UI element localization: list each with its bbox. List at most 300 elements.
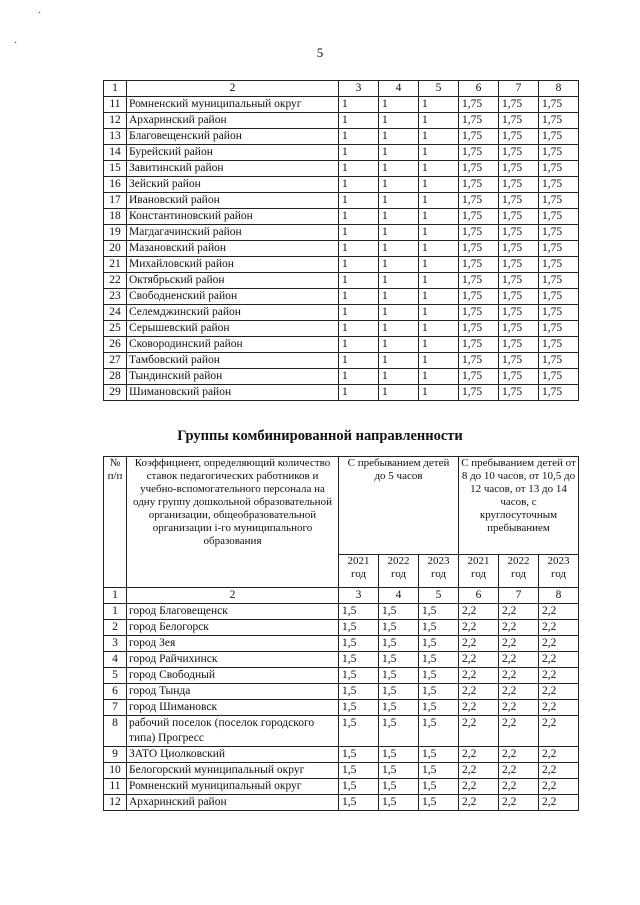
coefficient-value: 1 (339, 385, 379, 401)
coefficient-value: 1,75 (459, 273, 499, 289)
coefficient-value: 1 (339, 337, 379, 353)
coefficient-value: 1,75 (539, 209, 579, 225)
coefficient-value: 2,2 (459, 779, 499, 795)
coefficient-value: 1 (339, 193, 379, 209)
coefficient-value: 1 (419, 177, 459, 193)
coefficient-value: 1 (339, 129, 379, 145)
coefficient-value: 1 (339, 321, 379, 337)
header-number: № п/п (104, 457, 127, 588)
coefficient-value: 1,75 (499, 385, 539, 401)
municipality-name: ЗАТО Циолковский (127, 747, 339, 763)
table-row (104, 684, 579, 700)
municipality-name: Завитинский район (127, 161, 339, 177)
row-number: 23 (104, 289, 127, 305)
coefficient-value: 1 (419, 353, 459, 369)
municipality-name: Тындинский район (127, 369, 339, 385)
column-number: 2 (127, 588, 339, 604)
municipality-name: город Благовещенск (127, 604, 339, 620)
coefficient-value: 1,5 (339, 684, 379, 700)
coefficient-value: 1,75 (499, 257, 539, 273)
row-number: 18 (104, 209, 127, 225)
row-number: 11 (104, 97, 127, 113)
section-title: Группы комбинированной направленности (177, 428, 463, 444)
coefficient-value: 1,5 (379, 620, 419, 636)
column-number: 7 (499, 588, 539, 604)
coefficient-value: 1,5 (339, 668, 379, 684)
coefficient-value: 2,2 (499, 652, 539, 668)
row-number: 8 (104, 716, 127, 747)
coefficient-value: 1,75 (499, 193, 539, 209)
coefficient-value: 1 (339, 273, 379, 289)
table-row (104, 385, 579, 401)
table-row (104, 763, 579, 779)
coefficient-value: 1 (419, 113, 459, 129)
header-coefficient: Коэффициент, определяющий количество ставок педагогических работников и учебно-вспомогательного персонала на одну группу дошкольной образовательной организации, общеобразовательной организации i-го муниципального образования (127, 457, 339, 588)
column-number: 5 (419, 588, 459, 604)
row-number: 10 (104, 763, 127, 779)
column-number: 6 (459, 588, 499, 604)
coefficient-value: 2,2 (539, 604, 579, 620)
coefficient-value: 1,5 (419, 716, 459, 747)
coefficient-value: 1 (419, 97, 459, 113)
coefficient-value: 2,2 (459, 620, 499, 636)
row-number: 1 (104, 604, 127, 620)
row-number: 22 (104, 273, 127, 289)
column-number: 3 (339, 81, 379, 97)
coefficient-value: 1,75 (459, 321, 499, 337)
coefficient-value: 1 (419, 145, 459, 161)
coefficient-value: 2,2 (499, 620, 539, 636)
coefficient-value: 2,2 (499, 668, 539, 684)
table-row (104, 305, 579, 321)
table-row (104, 97, 579, 113)
coefficient-value: 1 (379, 209, 419, 225)
coefficient-value: 1 (419, 321, 459, 337)
coefficient-value: 1,75 (539, 193, 579, 209)
coefficient-value: 1 (379, 225, 419, 241)
header-group-short: С пребыванием детей до 5 часов (339, 457, 459, 555)
column-number: 1 (104, 588, 127, 604)
coefficient-value: 1,75 (459, 289, 499, 305)
coefficient-value: 1,5 (379, 684, 419, 700)
municipality-name: Ромненский муниципальный округ (127, 97, 339, 113)
coefficient-value: 1,75 (499, 225, 539, 241)
row-number: 14 (104, 145, 127, 161)
coefficient-value: 1 (379, 305, 419, 321)
coefficient-value: 1,75 (459, 177, 499, 193)
table-row (104, 145, 579, 161)
coefficient-value: 1 (419, 161, 459, 177)
coefficient-value: 1 (419, 193, 459, 209)
coefficient-value: 1,75 (539, 369, 579, 385)
column-number: 4 (379, 588, 419, 604)
column-number: 7 (499, 81, 539, 97)
row-number: 28 (104, 369, 127, 385)
coefficient-value: 2,2 (539, 620, 579, 636)
coefficient-value: 1 (339, 225, 379, 241)
coefficient-value: 1,75 (499, 369, 539, 385)
coefficient-value: 2,2 (499, 716, 539, 747)
column-number: 4 (379, 81, 419, 97)
column-number: 8 (539, 588, 579, 604)
table-row (104, 225, 579, 241)
coefficient-value: 1,75 (499, 97, 539, 113)
coefficient-value: 1 (379, 353, 419, 369)
coefficient-value: 1,5 (379, 652, 419, 668)
table-colnum-row (104, 81, 579, 97)
row-number: 7 (104, 700, 127, 716)
coefficient-value: 1 (379, 273, 419, 289)
coefficient-value: 2,2 (459, 700, 499, 716)
table-row (104, 779, 579, 795)
coefficient-value: 1,75 (459, 161, 499, 177)
municipality-name: Ромненский муниципальный округ (127, 779, 339, 795)
coefficient-value: 1 (339, 97, 379, 113)
coefficient-value: 1 (419, 385, 459, 401)
table-row (104, 620, 579, 636)
coefficient-value: 1,5 (339, 795, 379, 811)
municipality-name: Благовещенский район (127, 129, 339, 145)
coefficient-value: 1,5 (419, 652, 459, 668)
table-row (104, 700, 579, 716)
coefficient-value: 1,75 (459, 193, 499, 209)
coefficient-value: 1,75 (499, 321, 539, 337)
coefficient-value: 1,5 (419, 668, 459, 684)
coefficient-value: 1 (379, 177, 419, 193)
year-header: 2022 год (379, 554, 419, 587)
row-number: 12 (104, 795, 127, 811)
row-number: 15 (104, 161, 127, 177)
municipality-name: город Райчихинск (127, 652, 339, 668)
municipality-name: Селемджинский район (127, 305, 339, 321)
coefficient-value: 1 (339, 161, 379, 177)
table-row (104, 273, 579, 289)
coefficient-value: 2,2 (499, 763, 539, 779)
municipality-name: Бурейский район (127, 145, 339, 161)
municipality-name: Шимановский район (127, 385, 339, 401)
column-number: 2 (127, 81, 339, 97)
coefficient-value: 1,75 (499, 113, 539, 129)
municipality-name: город Тында (127, 684, 339, 700)
coefficient-value: 1,5 (339, 636, 379, 652)
coefficient-value: 1,5 (379, 779, 419, 795)
table-row (104, 652, 579, 668)
row-number: 19 (104, 225, 127, 241)
coefficient-value: 1,75 (459, 225, 499, 241)
coefficient-value: 1 (339, 353, 379, 369)
table-row (104, 161, 579, 177)
coefficient-value: 2,2 (539, 716, 579, 747)
coefficient-value: 1,75 (459, 145, 499, 161)
coefficient-value: 2,2 (539, 763, 579, 779)
coefficient-value: 1,75 (499, 177, 539, 193)
coefficient-value: 1,75 (499, 161, 539, 177)
table-row (104, 289, 579, 305)
coefficient-value: 2,2 (459, 795, 499, 811)
coefficient-value: 2,2 (459, 604, 499, 620)
coefficient-value: 1,5 (379, 716, 419, 747)
coefficient-value: 1,75 (459, 209, 499, 225)
municipality-name: Свободненский район (127, 289, 339, 305)
table-row (104, 716, 579, 747)
coefficient-value: 1,5 (379, 747, 419, 763)
coefficient-value: 1,5 (339, 700, 379, 716)
table-row (104, 321, 579, 337)
coefficient-value: 1 (379, 97, 419, 113)
coefficient-value: 1,75 (459, 257, 499, 273)
municipality-name: Архаринский район (127, 795, 339, 811)
coefficient-value: 1,75 (499, 241, 539, 257)
row-number: 2 (104, 620, 127, 636)
municipality-name: Серышевский район (127, 321, 339, 337)
municipality-name: город Шимановск (127, 700, 339, 716)
coefficient-value: 2,2 (539, 779, 579, 795)
scan-speck: · (38, 8, 42, 19)
coefficient-value: 2,2 (459, 684, 499, 700)
coefficient-value: 2,2 (499, 636, 539, 652)
coefficients-table-continued (103, 80, 579, 401)
coefficient-value: 1 (379, 145, 419, 161)
municipality-name: Мазановский район (127, 241, 339, 257)
table-row (104, 353, 579, 369)
coefficient-value: 2,2 (539, 636, 579, 652)
coefficient-value: 1,75 (539, 353, 579, 369)
column-number: 1 (104, 81, 127, 97)
coefficient-value: 1 (379, 129, 419, 145)
coefficient-value: 1,5 (339, 604, 379, 620)
municipality-name: Сковородинский район (127, 337, 339, 353)
coefficient-value: 1,75 (459, 241, 499, 257)
row-number: 21 (104, 257, 127, 273)
coefficient-value: 1,75 (539, 97, 579, 113)
coefficient-value: 2,2 (459, 716, 499, 747)
coefficient-value: 1 (339, 113, 379, 129)
coefficient-value: 1,75 (499, 145, 539, 161)
table-row (104, 209, 579, 225)
coefficient-value: 2,2 (459, 652, 499, 668)
coefficient-value: 1,5 (339, 716, 379, 747)
scan-speck: · (14, 38, 18, 49)
column-number: 3 (339, 588, 379, 604)
coefficient-value: 1,5 (419, 795, 459, 811)
column-number: 8 (539, 81, 579, 97)
table-row (104, 193, 579, 209)
coefficient-value: 1 (379, 385, 419, 401)
coefficient-value: 1 (379, 337, 419, 353)
coefficient-value: 1 (339, 289, 379, 305)
coefficient-value: 2,2 (539, 700, 579, 716)
coefficient-value: 2,2 (459, 636, 499, 652)
municipality-name: город Белогорск (127, 620, 339, 636)
coefficient-value: 1,5 (419, 747, 459, 763)
row-number: 4 (104, 652, 127, 668)
column-number: 6 (459, 81, 499, 97)
coefficient-value: 1 (379, 161, 419, 177)
year-header: 2021 год (459, 554, 499, 587)
coefficient-value: 1,75 (459, 113, 499, 129)
coefficient-value: 1,75 (539, 161, 579, 177)
year-header: 2021 год (339, 554, 379, 587)
municipality-name: Белогорский муниципальный округ (127, 763, 339, 779)
coefficient-value: 1 (379, 369, 419, 385)
table-row (104, 668, 579, 684)
year-header: 2022 год (499, 554, 539, 587)
coefficient-value: 1 (419, 305, 459, 321)
coefficient-value: 1 (419, 129, 459, 145)
table-row (104, 636, 579, 652)
row-number: 3 (104, 636, 127, 652)
coefficient-value: 1 (379, 257, 419, 273)
coefficient-value: 2,2 (459, 763, 499, 779)
municipality-name: Тамбовский район (127, 353, 339, 369)
coefficient-value: 1 (379, 241, 419, 257)
coefficient-value: 1,5 (339, 747, 379, 763)
row-number: 17 (104, 193, 127, 209)
row-number: 5 (104, 668, 127, 684)
coefficient-value: 1 (419, 369, 459, 385)
municipality-name: Зейский район (127, 177, 339, 193)
coefficient-value: 1,75 (459, 129, 499, 145)
table-row (104, 337, 579, 353)
coefficient-value: 2,2 (499, 747, 539, 763)
table-row (104, 241, 579, 257)
coefficient-value: 2,2 (499, 795, 539, 811)
row-number: 24 (104, 305, 127, 321)
row-number: 26 (104, 337, 127, 353)
coefficient-value: 1,75 (539, 129, 579, 145)
coefficient-value: 1 (379, 321, 419, 337)
coefficient-value: 1,75 (499, 129, 539, 145)
row-number: 27 (104, 353, 127, 369)
coefficient-value: 1,5 (419, 636, 459, 652)
table-row (104, 113, 579, 129)
coefficient-value: 1 (419, 209, 459, 225)
row-number: 9 (104, 747, 127, 763)
row-number: 6 (104, 684, 127, 700)
row-number: 13 (104, 129, 127, 145)
coefficient-value: 2,2 (499, 700, 539, 716)
coefficient-value: 1 (339, 145, 379, 161)
municipality-name: Михайловский район (127, 257, 339, 273)
coefficient-value: 1,5 (379, 700, 419, 716)
coefficient-value: 1,5 (339, 763, 379, 779)
coefficient-value: 1,5 (419, 604, 459, 620)
coefficient-value: 1,75 (539, 177, 579, 193)
coefficient-value: 2,2 (459, 668, 499, 684)
coefficient-value: 1,5 (379, 668, 419, 684)
page-number: 5 (316, 45, 324, 60)
coefficient-value: 1 (339, 369, 379, 385)
table-header-row (104, 457, 579, 555)
coefficient-value: 1,75 (499, 305, 539, 321)
coefficient-value: 1,5 (339, 620, 379, 636)
coefficient-value: 1,75 (459, 369, 499, 385)
coefficient-value: 1,75 (539, 113, 579, 129)
coefficient-value: 1,75 (539, 305, 579, 321)
coefficient-value: 1,75 (499, 337, 539, 353)
coefficient-value: 1,75 (539, 257, 579, 273)
table-colnum-row (104, 588, 579, 604)
coefficient-value: 1,75 (459, 97, 499, 113)
coefficient-value: 1,5 (419, 620, 459, 636)
coefficient-value: 1 (419, 257, 459, 273)
coefficient-value: 2,2 (499, 779, 539, 795)
table-row (104, 369, 579, 385)
coefficient-value: 2,2 (539, 652, 579, 668)
combined-groups-table (103, 456, 579, 811)
coefficient-value: 1,75 (499, 289, 539, 305)
coefficient-value: 1,75 (539, 337, 579, 353)
coefficient-value: 2,2 (539, 747, 579, 763)
coefficient-value: 1 (419, 241, 459, 257)
coefficient-value: 1,5 (339, 779, 379, 795)
coefficient-value: 1,5 (339, 652, 379, 668)
coefficient-value: 1,75 (539, 289, 579, 305)
coefficient-value: 2,2 (539, 795, 579, 811)
coefficient-value: 1,75 (539, 225, 579, 241)
coefficient-value: 1,75 (459, 385, 499, 401)
municipality-name: Октябрьский район (127, 273, 339, 289)
coefficient-value: 1 (339, 241, 379, 257)
coefficient-value: 1,75 (539, 273, 579, 289)
coefficient-value: 1 (419, 289, 459, 305)
coefficient-value: 1,75 (499, 353, 539, 369)
coefficient-value: 1,75 (539, 385, 579, 401)
municipality-name: город Свободный (127, 668, 339, 684)
coefficient-value: 2,2 (499, 684, 539, 700)
municipality-name: рабочий поселок (поселок городского типа) Прогресс (127, 716, 339, 747)
coefficient-value: 1,5 (419, 700, 459, 716)
row-number: 11 (104, 779, 127, 795)
coefficient-value: 1,5 (419, 684, 459, 700)
coefficient-value: 1,75 (459, 305, 499, 321)
table-row (104, 129, 579, 145)
row-number: 16 (104, 177, 127, 193)
table-row (104, 604, 579, 620)
coefficient-value: 1,5 (379, 763, 419, 779)
table-row (104, 257, 579, 273)
coefficient-value: 1,5 (419, 779, 459, 795)
coefficient-value: 1,5 (379, 636, 419, 652)
coefficient-value: 2,2 (499, 604, 539, 620)
coefficient-value: 1 (339, 177, 379, 193)
coefficient-value: 1,5 (379, 795, 419, 811)
coefficient-value: 1 (379, 193, 419, 209)
coefficient-value: 1 (339, 257, 379, 273)
coefficient-value: 1 (419, 337, 459, 353)
year-header: 2023 год (539, 554, 579, 587)
coefficient-value: 1,75 (459, 337, 499, 353)
coefficient-value: 1,75 (539, 241, 579, 257)
coefficient-value: 1,75 (499, 209, 539, 225)
coefficient-value: 1 (419, 273, 459, 289)
coefficient-value: 1,75 (539, 145, 579, 161)
municipality-name: город Зея (127, 636, 339, 652)
municipality-name: Магдагачинский район (127, 225, 339, 241)
row-number: 25 (104, 321, 127, 337)
coefficient-value: 1,5 (379, 604, 419, 620)
table-row (104, 177, 579, 193)
coefficient-value: 1,5 (419, 763, 459, 779)
coefficient-value: 1,75 (539, 321, 579, 337)
coefficient-value: 1 (339, 305, 379, 321)
coefficient-value: 1,75 (499, 273, 539, 289)
table-row (104, 747, 579, 763)
row-number: 29 (104, 385, 127, 401)
coefficient-value: 1 (379, 289, 419, 305)
year-header: 2023 год (419, 554, 459, 587)
coefficient-value: 1 (339, 209, 379, 225)
